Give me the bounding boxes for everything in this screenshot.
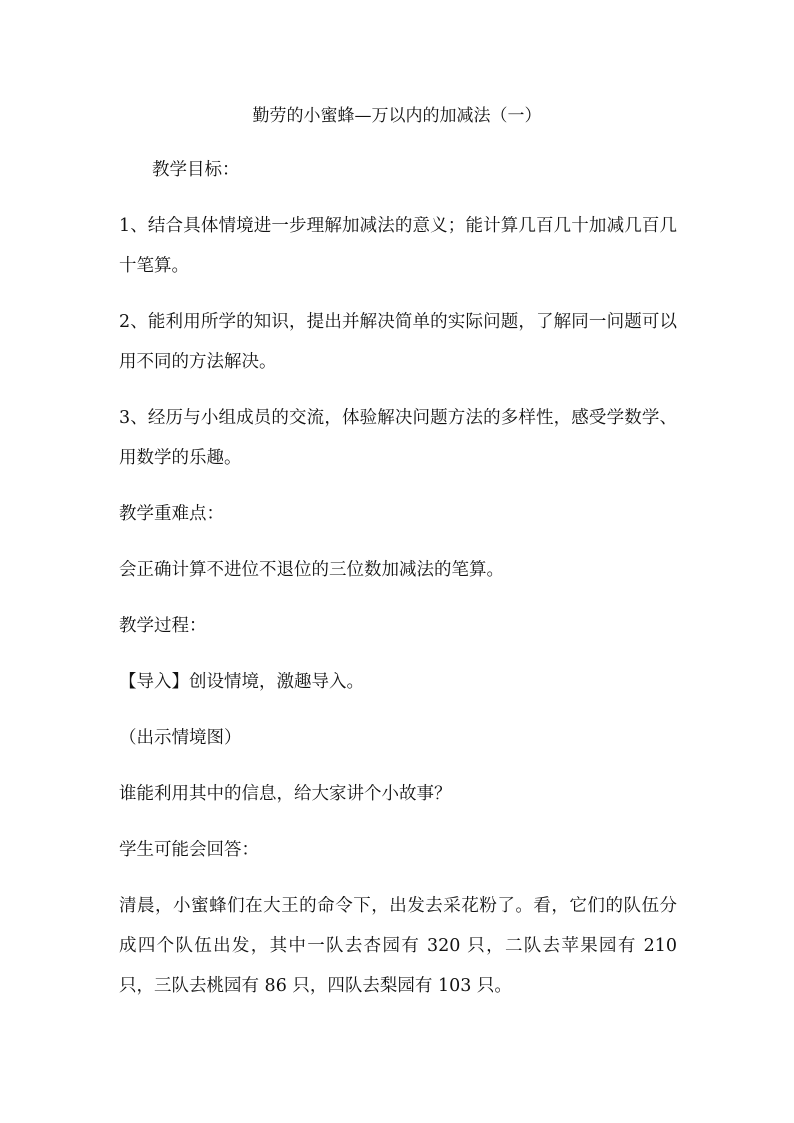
objective-3: 3、经历与小组成员的交流，体验解决问题方法的多样性，感受学数学、用数学的乐趣。 — [119, 408, 677, 468]
document-title: 勤劳的小蜜蜂—万以内的加减法（一） — [252, 106, 542, 126]
process-story: 清晨，小蜜蜂们在大王的命令下，出发去采花粉了。看，它们的队伍分成四个队伍出发，其中一队去杏园有 320 只，二队去苹果园有 210 只，三队去桃园有 86 只，四队去梨园有 103 只。 — [119, 896, 677, 996]
document-body — [119, 150, 677, 1006]
section-heading-process: 教学过程： — [119, 616, 207, 636]
process-question: 谁能利用其中的信息，给大家讲个小故事？ — [119, 784, 452, 804]
process-show-picture: （出示情境图） — [119, 728, 242, 748]
section-heading-key-points: 教学重难点： — [119, 504, 224, 524]
process-intro: 【导入】创设情境，激趣导入。 — [119, 672, 364, 692]
process-student-answer-label: 学生可能会回答： — [119, 840, 259, 860]
objective-1: 1、结合具体情境进一步理解加减法的意义；能计算几百几十加减几百几十笔算。 — [119, 216, 677, 276]
key-point-text: 会正确计算不进位不退位的三位数加减法的笔算。 — [119, 560, 504, 580]
objective-2: 2、能利用所学的知识，提出并解决简单的实际问题，了解同一问题可以用不同的方法解决。 — [119, 312, 677, 372]
section-heading-objectives: 教学目标： — [152, 160, 240, 180]
